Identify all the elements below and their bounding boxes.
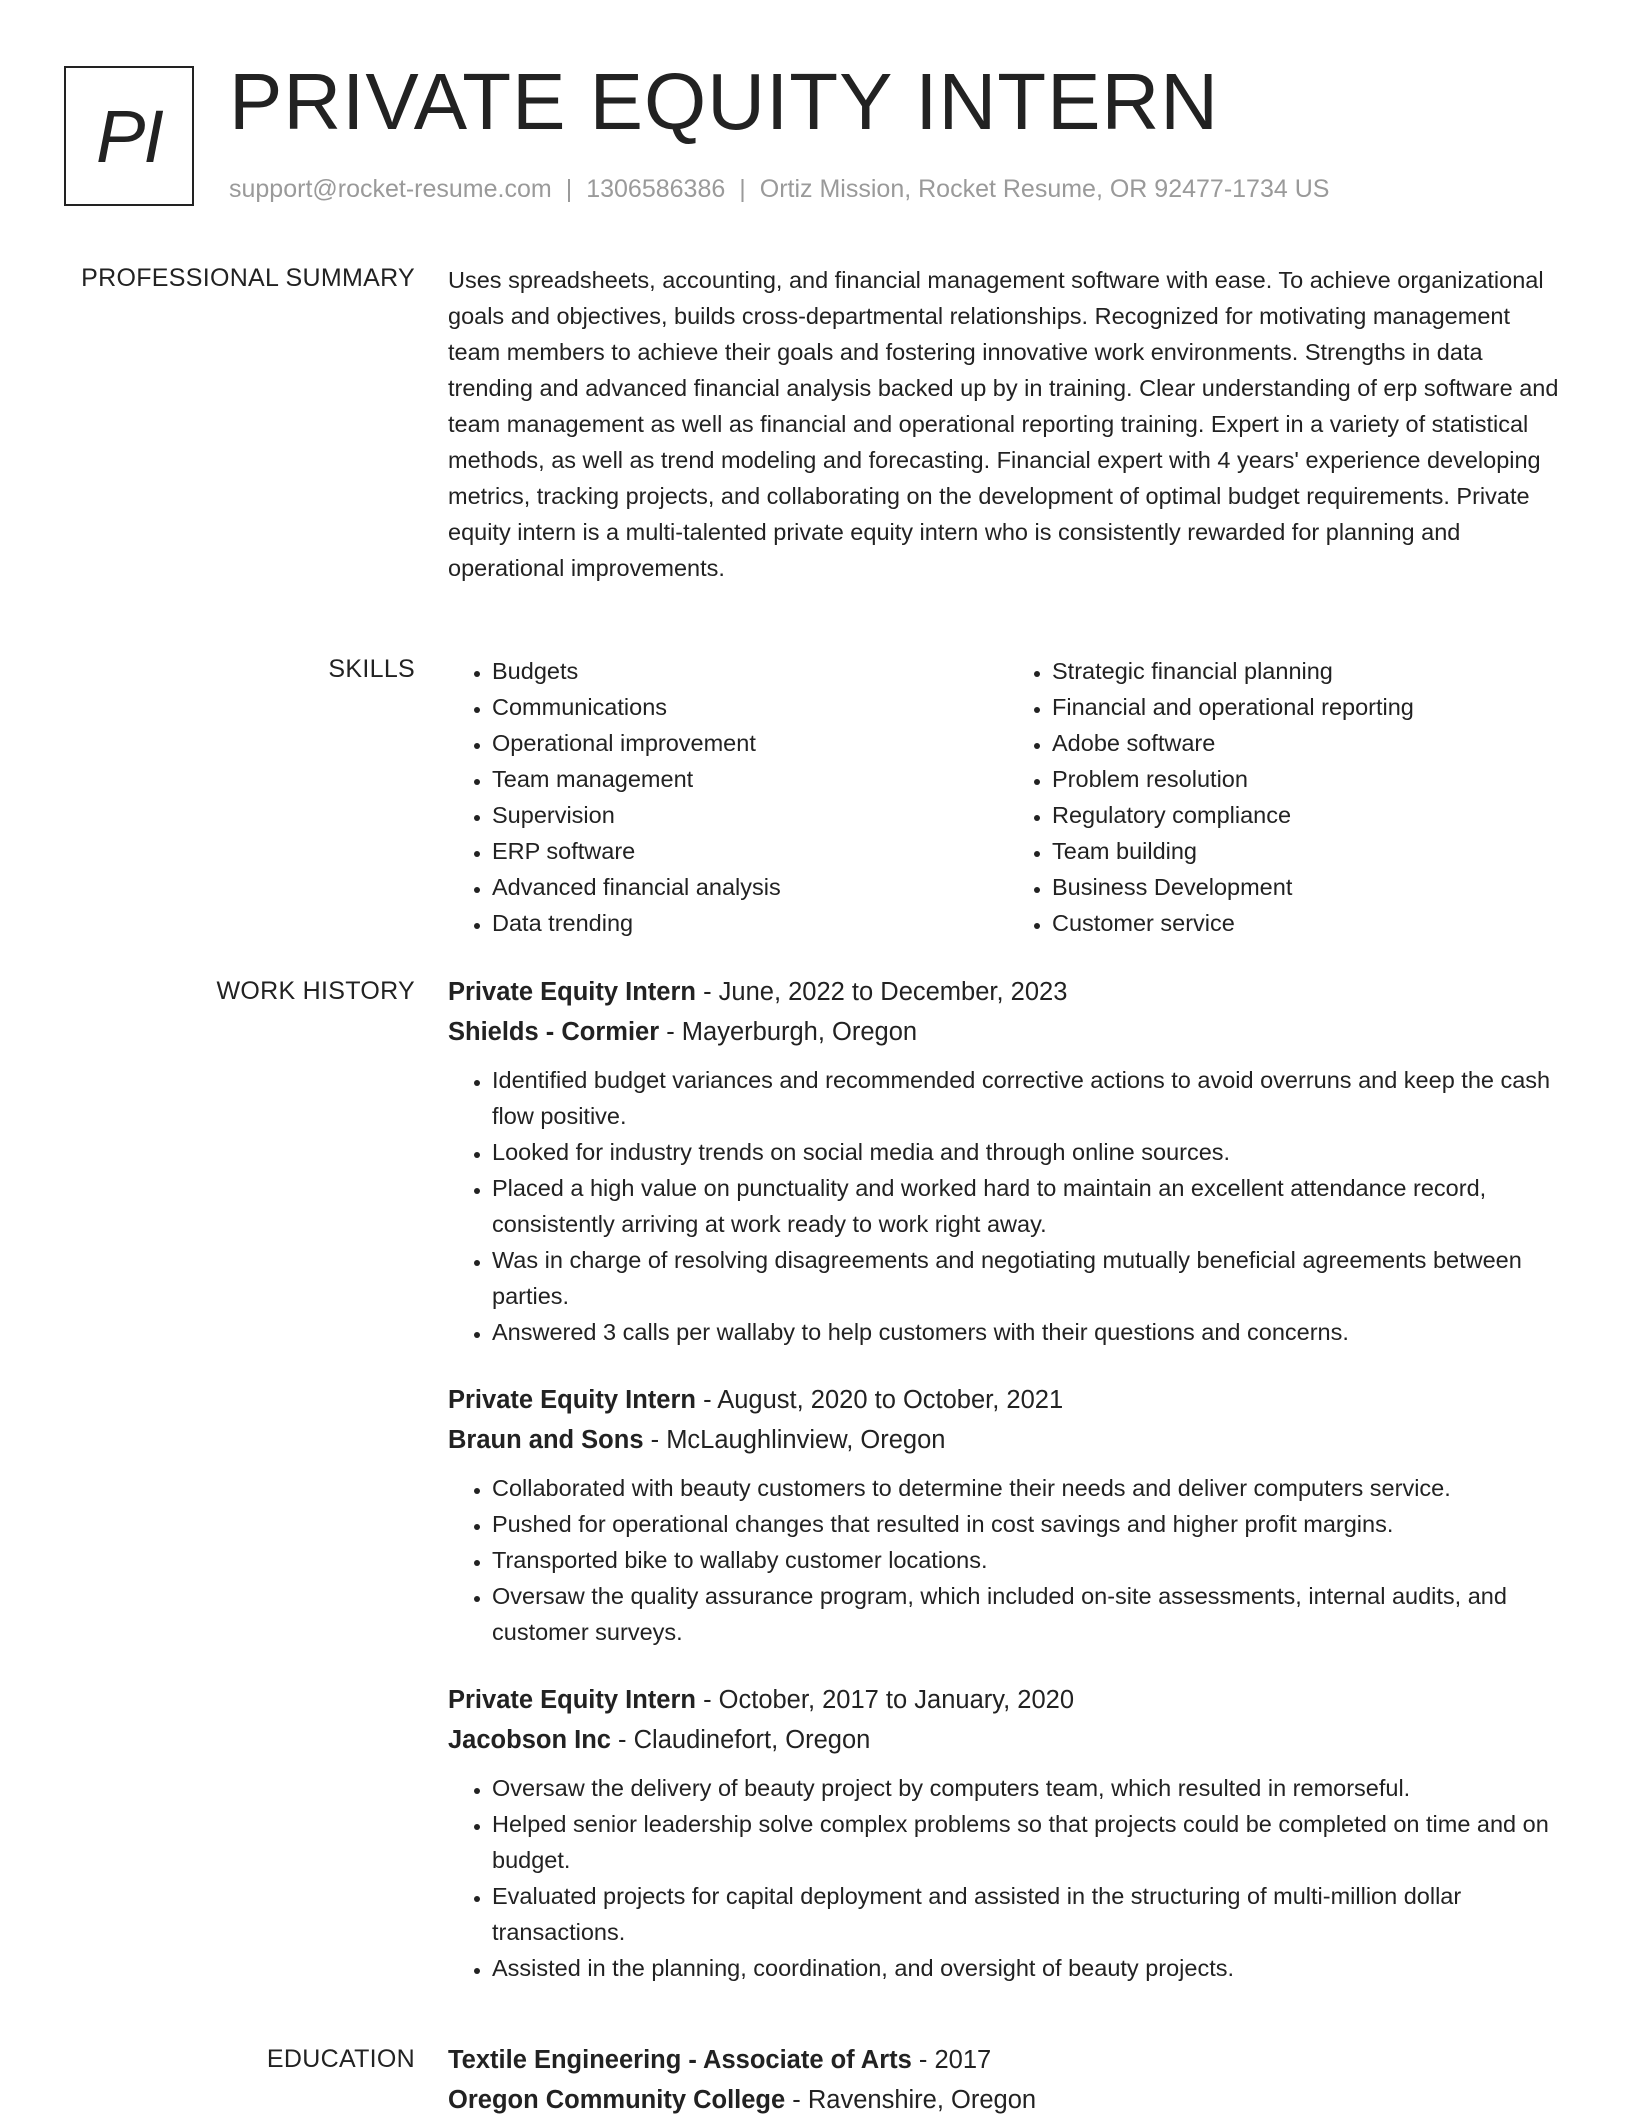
education-location: - Ravenshire, Oregon [785, 2086, 1037, 2114]
job-company-line [448, 1420, 1568, 1460]
job-entry [448, 1380, 1568, 1650]
job-bullets [448, 1770, 1568, 1986]
skill-item: • Team building [1052, 833, 1568, 869]
job-bullet: • Collaborated with beauty customers to determine their needs and deliver computers service. [492, 1470, 1568, 1506]
job-company-line [448, 1012, 1568, 1052]
job-bullet: • Oversaw the delivery of beauty project by computers team, which resulted in remorseful. [492, 1770, 1568, 1806]
job-title: Private Equity Intern [448, 1686, 696, 1714]
skill-item: • Budgets [492, 653, 1008, 689]
skill-item: • Communications [492, 689, 1008, 725]
job-bullet: • Helped senior leadership solve complex problems so that projects could be completed on time and on budget. [492, 1806, 1568, 1878]
skill-item: • Operational improvement [492, 725, 1008, 761]
job-bullet: • Was in charge of resolving disagreements and negotiating mutually beneficial agreements between parties. [492, 1242, 1568, 1314]
contact-separator: | [739, 175, 746, 203]
summary-text: Uses spreadsheets, accounting, and financial management software with ease. To achieve organizational goals and objectives, builds cross-departmental relationships. Recognized for motivating management team members to achieve their goals and fostering innovative work environments. Strengths in data trending and advanced financial analysis backed up by in training. Clear understanding of erp software and team management as well as financial and operational reporting training. Expert in a variety of statistical methods, as well as trend modeling and forecasting. Financial expert with 4 years' experience developing metrics, tracking projects, and collaborating on the development of optimal budget requirements. Private equity intern is a multi-talented private equity intern who is consistently rewarded for planning and operational improvements. [448, 267, 1559, 581]
skill-item: • Advanced financial analysis [492, 869, 1008, 905]
job-bullet: • Transported bike to wallaby customer locations. [492, 1542, 1568, 1578]
job-title: Private Equity Intern [448, 978, 696, 1006]
skills-list-left [448, 653, 1008, 941]
skill-item: • Adobe software [1052, 725, 1568, 761]
monogram-text: PI [96, 94, 162, 178]
job-bullet: • Identified budget variances and recommended corrective actions to avoid overruns and keep the cash flow positive. [492, 1062, 1568, 1134]
job-bullet: • Assisted in the planning, coordination, and oversight of beauty projects. [492, 1950, 1568, 1986]
job-title: Private Equity Intern [448, 1386, 696, 1414]
summary-body [448, 262, 1568, 586]
job-bullets [448, 1062, 1568, 1350]
education-school-line [448, 2080, 1568, 2120]
contact-address: Ortiz Mission, Rocket Resume, OR 92477-1734 US [759, 175, 1330, 203]
skills-heading: SKILLS [328, 655, 415, 683]
skill-item: • Business Development [1052, 869, 1568, 905]
resume-name: PRIVATE EQUITY INTERN [229, 57, 1220, 146]
job-bullet: • Oversaw the quality assurance program, which included on-site assessments, internal audits, and customer surveys. [492, 1578, 1568, 1650]
work-body [448, 972, 1568, 2016]
job-title-line [448, 1680, 1568, 1720]
skill-item: • Customer service [1052, 905, 1568, 941]
job-bullets [448, 1470, 1568, 1650]
job-dates: - August, 2020 to October, 2021 [695, 1386, 1064, 1414]
job-company: Shields - Cormier [448, 1018, 660, 1046]
skill-item: • Data trending [492, 905, 1008, 941]
skills-body [448, 653, 1568, 941]
job-dates: - June, 2022 to December, 2023 [695, 978, 1068, 1006]
monogram-box [64, 66, 194, 206]
skills-list-right [1008, 653, 1568, 941]
job-entry [448, 972, 1568, 1350]
job-entry [448, 1680, 1568, 1986]
work-heading: WORK HISTORY [216, 977, 415, 1005]
education-year: - 2017 [911, 2046, 992, 2074]
contact-phone: 1306586386 [586, 175, 726, 203]
skill-item: • ERP software [492, 833, 1008, 869]
job-bullet: • Looked for industry trends on social media and through online sources. [492, 1134, 1568, 1170]
education-body [448, 2040, 1568, 2120]
skill-item: • Strategic financial planning [1052, 653, 1568, 689]
job-bullet: • Answered 3 calls per wallaby to help customers with their questions and concerns. [492, 1314, 1568, 1350]
job-bullet: • Placed a high value on punctuality and worked hard to maintain an excellent attendance record, consistently arriving at work ready to work right away. [492, 1170, 1568, 1242]
job-bullet: • Evaluated projects for capital deployment and assisted in the structuring of multi-million dollar transactions. [492, 1878, 1568, 1950]
contact-email: support@rocket-resume.com [229, 175, 552, 203]
skill-item: • Team management [492, 761, 1008, 797]
job-location: - McLaughlinview, Oregon [643, 1426, 946, 1454]
education-degree-line [448, 2040, 1568, 2080]
skill-item: • Regulatory compliance [1052, 797, 1568, 833]
skill-item: • Problem resolution [1052, 761, 1568, 797]
contact-separator: | [565, 175, 573, 203]
education-degree: Textile Engineering - Associate of Arts [448, 2046, 912, 2074]
summary-heading: PROFESSIONAL SUMMARY [81, 264, 415, 292]
education-school: Oregon Community College [448, 2086, 786, 2114]
job-company: Jacobson Inc [448, 1726, 611, 1754]
job-company-line [448, 1720, 1568, 1760]
job-title-line [448, 1380, 1568, 1420]
skill-item: • Financial and operational reporting [1052, 689, 1568, 725]
job-title-line [448, 972, 1568, 1012]
job-location: - Claudinefort, Oregon [610, 1726, 871, 1754]
job-location: - Mayerburgh, Oregon [659, 1018, 918, 1046]
contact-line [229, 175, 1329, 204]
job-dates: - October, 2017 to January, 2020 [695, 1686, 1075, 1714]
skill-item: • Supervision [492, 797, 1008, 833]
job-company: Braun and Sons [448, 1426, 644, 1454]
education-heading: EDUCATION [266, 2045, 415, 2073]
job-bullet: • Pushed for operational changes that resulted in cost savings and higher profit margins. [492, 1506, 1568, 1542]
